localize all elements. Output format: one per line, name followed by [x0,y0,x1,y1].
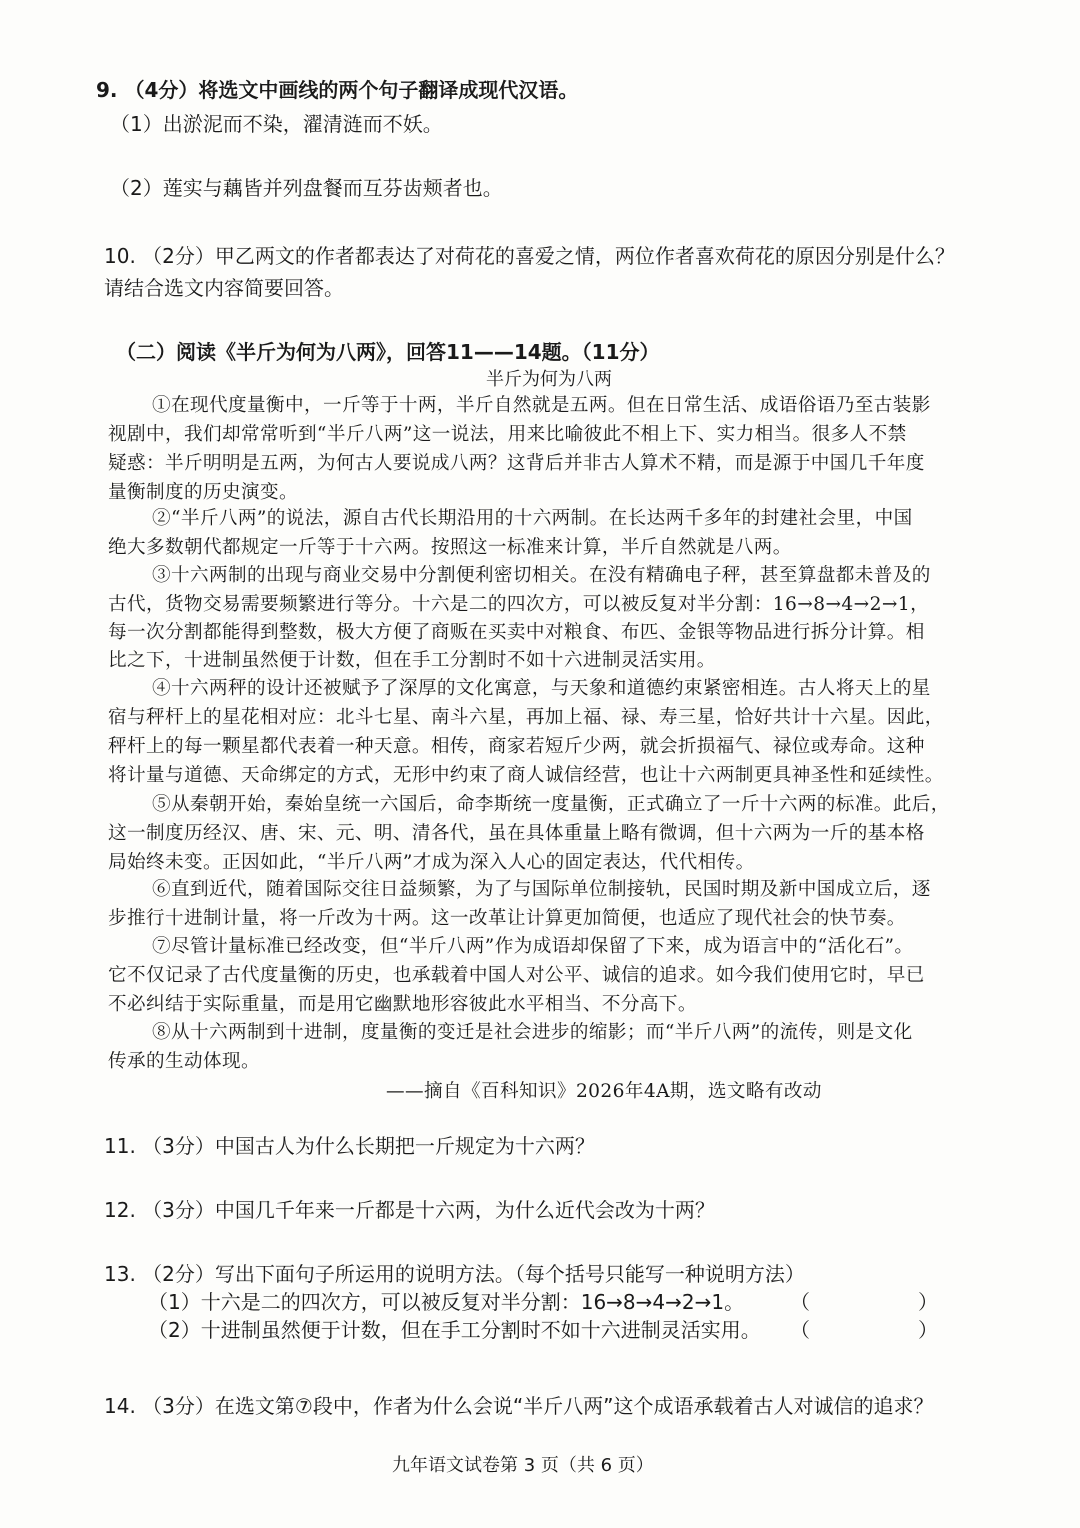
q13-sub2: （2）十进制虽然便于计数，但在手工分割时不如十六进制灵活实用。 [148,1318,761,1342]
article-line: 秤杆上的每一颗星都代表着一种天意。相传，商家若短斤少两，就会折损福气、禄位或寿命。这种 [108,736,925,757]
article-line: 绝大多数朝代都规定一斤等于十六两。按照这一标准来计算，半斤自然就是八两。 [108,537,792,558]
q13-answer2-open-paren: （ [790,1318,810,1342]
q12: 12. （3分）中国几千年来一斤都是十六两，为什么近代会改为十两？ [104,1198,715,1222]
q13-sub1: （1）十六是二的四次方，可以被反复对半分割：16→8→4→2→1。 [148,1290,745,1314]
article-line: ⑥直到近代，随着国际交往日益频繁，为了与国际单位制接轨，民国时期及新中国成立后，逐 [152,879,931,900]
q9-sub1: （1）出淤泥而不染，濯清涟而不妖。 [110,112,443,136]
article-title: 半斤为何为八两 [486,369,612,390]
q13-answer1-close-paren: ） [918,1290,938,1314]
article-line: 视剧中，我们却常常听到“半斤八两”这一说法，用来比喻彼此不相上下、实力相当。很多人不禁 [108,424,907,445]
article-line: 这一制度历经汉、唐、宋、元、明、清各代，虽在具体重量上略有微调，但十六两为一斤的基本格 [108,823,925,844]
article-line: ③十六两制的出现与商业交易中分割便利密切相关。在没有精确电子秤，甚至算盘都未普及的 [152,565,931,586]
article-line: 比之下，十进制虽然便于计数，但在手工分割时不如十六进制灵活实用。 [108,650,716,671]
q10-line2: 请结合选文内容简要回答。 [104,276,344,300]
article-line: 量衡制度的历史演变。 [108,482,298,503]
q13-answer2-close-paren: ） [918,1318,938,1342]
article-line: ⑦尽管计量标准已经改变，但“半斤八两”作为成语却保留了下来，成为语言中的“活化石”。 [152,936,914,957]
article-line: 每一次分割都能得到整数，极大方便了商贩在买卖中对粮食、布匹、金银等物品进行拆分计算。相 [108,622,925,643]
article-line: 宿与秤杆上的星花相对应：北斗七星、南斗六星，再加上福、禄、寿三星，恰好共计十六星。因此， [108,707,944,728]
article-line: ⑤从秦朝开始，秦始皇统一六国后，命李斯统一度量衡，正式确立了一斤十六两的标准。此后， [152,794,950,815]
q9-sub2: （2）莲实与藕皆并列盘餐而互芬齿颊者也。 [110,176,503,200]
article-line: ②“半斤八两”的说法，源自古代长期沿用的十六两制。在长达两千多年的封建社会里，中国 [152,508,913,529]
article-line: 将计量与道德、天命绑定的方式，无形中约束了商人诚信经营，也让十六两制更具神圣性和延续性。 [108,765,944,786]
q11: 11. （3分）中国古人为什么长期把一斤规定为十六两？ [104,1134,595,1158]
article-line: ④十六两秤的设计还被赋予了深厚的文化寓意，与天象和道德约束紧密相连。古人将天上的星 [152,678,931,699]
q10-line1: 10. （2分）甲乙两文的作者都表达了对荷花的喜爱之情，两位作者喜欢荷花的原因分别是什么？ [104,244,955,268]
q9-stem: 9. （4分）将选文中画线的两个句子翻译成现代汉语。 [96,78,579,102]
q13-stem: 13. （2分）写出下面句子所运用的说明方法。（每个括号只能写一种说明方法） [104,1262,805,1286]
article-line: 疑惑：半斤明明是五两，为何古人要说成八两？这背后并非古人算术不精，而是源于中国几千年度 [108,453,925,474]
article-line: 步推行十进制计量，将一斤改为十两。这一改革让计算更加简便，也适应了现代社会的快节奏。 [108,908,906,929]
article-line: 古代，货物交易需要频繁进行等分。十六是二的四次方，可以被反复对半分割：16→8→4→2→1， [108,594,930,615]
article-line: 传承的生动体现。 [108,1051,260,1072]
page-footer: 九年语文试卷第 3 页（共 6 页） [392,1455,654,1476]
article-source: ——摘自《百科知识》2026年4A期，选文略有改动 [386,1081,822,1102]
article-line: ①在现代度量衡中，一斤等于十两，半斤自然就是五两。但在日常生活、成语俗语乃至古装影 [152,395,931,416]
article-line: 不必纠结于实际重量，而是用它幽默地形容彼此水平相当、不分高下。 [108,994,697,1015]
q13-answer1-open-paren: （ [790,1290,810,1314]
article-line: 局始终未变。正因如此，“半斤八两”才成为深入人心的固定表达，代代相传。 [108,852,755,873]
q14: 14. （3分）在选文第⑦段中，作者为什么会说“半斤八两”这个成语承载着古人对诚信的追求？ [104,1394,934,1418]
section-heading: （二）阅读《半斤为何为八两》，回答11——14题。（11分） [116,340,660,364]
article-line: ⑧从十六两制到十进制，度量衡的变迁是社会进步的缩影；而“半斤八两”的流传，则是文化 [152,1022,913,1043]
article-line: 它不仅记录了古代度量衡的历史，也承载着中国人对公平、诚信的追求。如今我们使用它时，早已 [108,965,925,986]
